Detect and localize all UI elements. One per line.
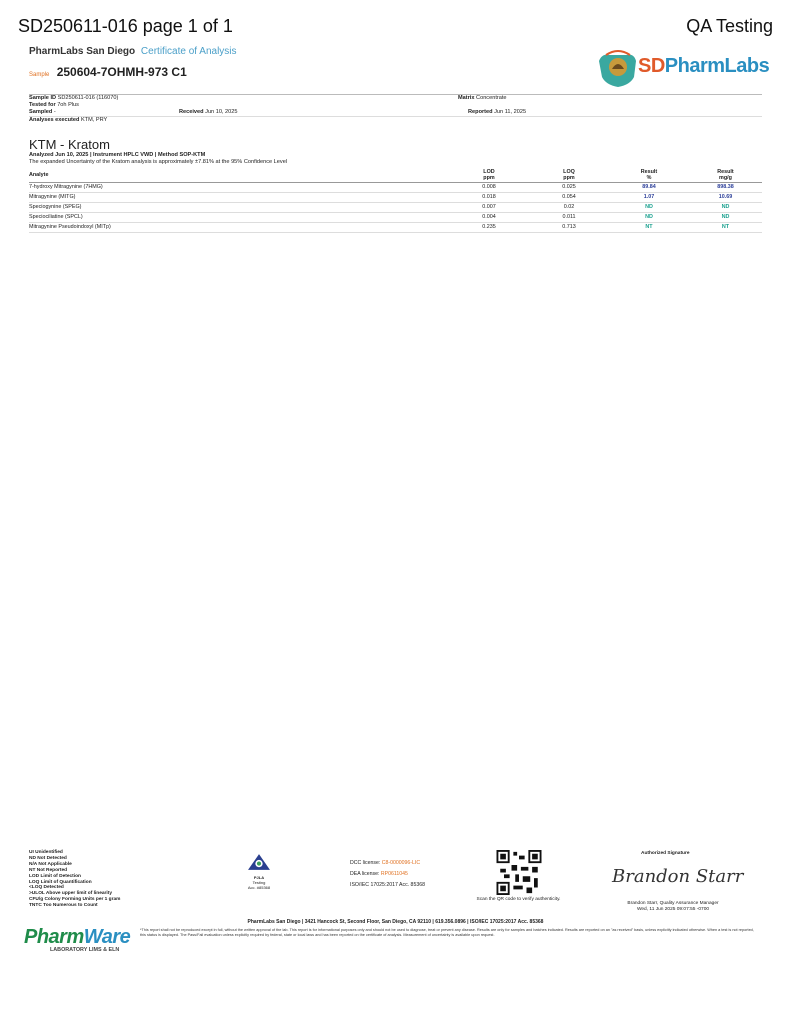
disclaimer: *This report shall not be reproduced except in full, without the written approval of the lab. This report is for informational purposes only and should not be used to diagnose, treat or prevent any disease. Results are only for samples and batches indicated. Results are reported on an "as received" basis, unless explicitly indicated otherwise. When a test is not reported, this status is displayed. The Pass/Fail evaluation unless explicitly required by federal, state or local laws and has been reported on the certificate of analysis. Measurement of uncertainty is available upon request.: [140, 928, 754, 938]
lod-value: 0.007: [449, 203, 529, 213]
pjla-logo-icon: [247, 850, 271, 874]
sample-heading: [29, 65, 187, 79]
meta-row-tested-for: Tested for 7oh Plus: [29, 102, 79, 108]
loq-value: 0.025: [529, 183, 609, 193]
result-row: [29, 223, 762, 233]
abbreviation-legend: [29, 850, 139, 909]
analysis-uncertainty: The expanded Uncertainty of the Kratom analysis is approximately ±7.81% at the 95% Confidence Level: [29, 159, 288, 165]
signature-date: Wed, 11 Jun 2025 09:07:55 -0700: [636, 907, 710, 912]
lab-title: [29, 46, 237, 57]
loq-value: 0.02: [529, 203, 609, 213]
legend-item: NT Not Reported: [29, 867, 68, 873]
pjla-acc: Acc. #85368: [247, 885, 271, 890]
result-mgg-value: ND: [689, 213, 762, 223]
analyte-name: Speciogynine (SPEG): [29, 203, 449, 213]
legend-item: <LOQ Detected: [29, 885, 64, 891]
lab-name: PharmLabs San Diego: [29, 46, 136, 57]
results-table: [29, 169, 762, 233]
loq-value: 0.011: [529, 213, 609, 223]
legend-item: LOD Limit of Detection: [29, 873, 81, 879]
legend-item: TNTC Too Numerous to Count: [29, 903, 98, 909]
signer-block: [618, 901, 728, 913]
legend-item: UI Unidentified: [29, 850, 63, 855]
report-category: QA Testing: [686, 16, 773, 36]
sdpharmlabs-logo: [596, 47, 770, 89]
legend-item: ND Not Detected: [29, 855, 67, 861]
meta-row-analyses: Analyses executed KTM, PRY: [29, 117, 108, 123]
lod-value: 0.004: [449, 213, 529, 223]
pjla-accreditation: [236, 850, 282, 890]
pharmware-wordmark: PharmWare: [24, 926, 131, 948]
result-mgg-value: NT: [689, 223, 762, 233]
qr-caption: Scan the QR code to verify authenticity.: [476, 897, 561, 902]
results-header-row: [29, 169, 762, 183]
analysis-title: KTM - Kratom: [29, 137, 110, 152]
analyte-name: 7-hydroxy Mitragynine (7HMG): [29, 183, 449, 193]
sample-id: 250604-7OHMH-973 C1: [56, 65, 187, 79]
result-row: [29, 183, 762, 193]
loq-value: 0.713: [529, 223, 609, 233]
loq-value: 0.054: [529, 193, 609, 203]
result-mgg-value: ND: [689, 203, 762, 213]
handwritten-signature: Brandon Starr: [612, 866, 744, 887]
meta-row-dates: Sampled - Received Jun 10, 2025 Reported Jun 11, 2025: [29, 109, 762, 117]
sample-label: Sample: [29, 72, 50, 78]
iso-accreditation: ISO/IEC 17025:2017 Acc. 85368: [350, 882, 425, 888]
qr-code-icon[interactable]: [495, 850, 543, 895]
result-row: [29, 193, 762, 203]
sample-metadata: [29, 94, 762, 124]
result-pct-value: 89.84: [609, 183, 689, 193]
result-mgg-value: 898.38: [689, 183, 762, 193]
result-pct-value: NT: [609, 223, 689, 233]
pjla-sub: Testing: [252, 880, 266, 885]
report-page-label: SD250611-016 page 1 of 1: [18, 16, 233, 36]
legend-item: N/A Not Applicable: [29, 861, 72, 867]
lod-value: 0.018: [449, 193, 529, 203]
col-result-pct: Result %: [609, 169, 689, 183]
col-analyte: Analyte: [29, 169, 449, 183]
col-loq: LOQ ppm: [529, 169, 609, 183]
col-lod: LOD ppm: [449, 169, 529, 183]
lab-address: PharmLabs San Diego | 3421 Hancock St, Second Floor, San Diego, CA 92110 | 619.356.0896 | ISO/IEC 17025:2017 Acc. 85368: [247, 919, 544, 925]
result-row: [29, 203, 762, 213]
legend-item: >ULOL Above upper limit of linearity: [29, 891, 113, 897]
dcc-license: DCC license: C8-0000096-LIC: [350, 860, 421, 866]
lod-value: 0.235: [449, 223, 529, 233]
analyte-name: Mitragynine (MITG): [29, 193, 449, 203]
logo-wordmark: SDPharmLabs: [638, 55, 770, 77]
license-info: [350, 858, 425, 891]
pharmware-tagline: LABORATORY LIMS & ELN: [50, 947, 120, 953]
kratom-analysis: [29, 137, 762, 233]
analyte-name: Speciociliatine (SPCL): [29, 213, 449, 223]
pjla-name: PJLA: [253, 875, 265, 880]
dea-license: DEA license: RP0611045: [350, 871, 408, 877]
doc-type: Certificate of Analysis: [140, 46, 237, 57]
result-pct-value: ND: [609, 203, 689, 213]
analysis-info: Analyzed Jun 10, 2025 | Instrument HPLC VWD | Method SOP-KTM: [29, 152, 206, 158]
result-pct-value: 1.07: [609, 193, 689, 203]
pharmware-logo: [24, 926, 131, 953]
result-pct-value: ND: [609, 213, 689, 223]
result-mgg-value: 10.69: [689, 193, 762, 203]
signer-name: Brandon Starr, Quality Assurance Manager: [627, 901, 719, 906]
meta-row-sample-id: Sample ID SD250611-016 (116070) Matrix Concentrate: [29, 95, 507, 101]
col-result-mgg: Result mg/g: [689, 169, 762, 183]
legend-item: LOQ Limit of Quantification: [29, 879, 92, 885]
analyte-name: Mitragynine Pseudoindoxyl (MITp): [29, 223, 449, 233]
logo-emblem-icon: [596, 47, 640, 89]
legend-item: CFU/g Colony Forming Units per 1 gram: [29, 897, 121, 903]
signature-title: Authorized Signature: [641, 851, 690, 856]
lod-value: 0.008: [449, 183, 529, 193]
result-row: [29, 213, 762, 223]
